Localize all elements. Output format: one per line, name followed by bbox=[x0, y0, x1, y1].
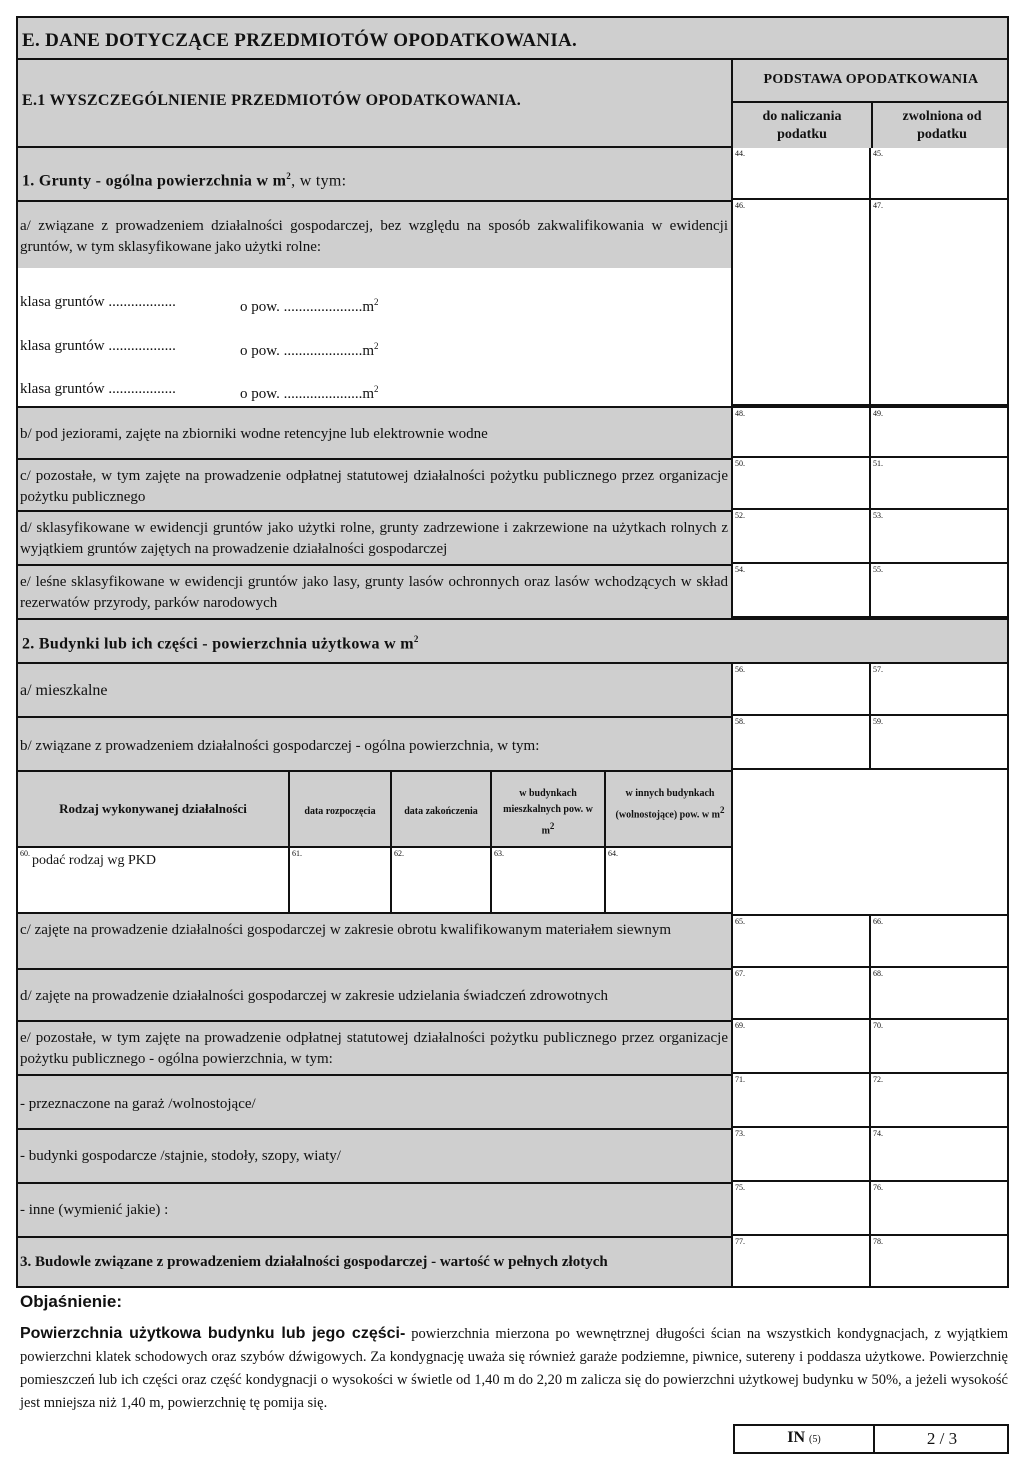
field-59[interactable]: 59. bbox=[869, 716, 1007, 770]
form-code: IN (5) bbox=[787, 1429, 821, 1446]
e1-title: E.1 WYSZCZEGÓLNIENIE PRZEDMIOTÓW OPODATKOWANIA. bbox=[22, 92, 522, 109]
grunty-e-text: e/ leśne sklasyfikowane w ewidencji gruntów jako lasy, grunty lasów ochronnych oraz lasów wchodzących w skład rezerwatów przyrody, parków narodowych bbox=[20, 574, 728, 611]
field-61[interactable]: 61. bbox=[288, 848, 390, 912]
explanation-title: Objaśnienie: bbox=[20, 1292, 123, 1311]
field-68[interactable]: 68. bbox=[869, 968, 1007, 1020]
field-71[interactable]: 71. bbox=[731, 1074, 871, 1128]
grunty-d-row bbox=[18, 510, 732, 564]
activity-table-header bbox=[18, 770, 732, 848]
basis-header bbox=[731, 60, 1007, 148]
budynki-a-text: a/ mieszkalne bbox=[20, 682, 108, 699]
field-49[interactable]: 49. bbox=[869, 406, 1007, 458]
field-75[interactable]: 75. bbox=[731, 1182, 871, 1236]
field-52[interactable]: 52. bbox=[731, 510, 871, 564]
gospodarcze-text: - budynki gospodarcze /stajnie, stodoły, szopy, wiaty/ bbox=[20, 1148, 341, 1164]
field-56[interactable]: 56. bbox=[731, 664, 871, 716]
klasa-row-2: klasa gruntów .................. bbox=[20, 338, 176, 354]
budynki-title: 2. Budynki lub ich części - powierzchnia użytkowa w $m^2$ bbox=[22, 634, 419, 653]
inne-row bbox=[18, 1182, 732, 1236]
pow-row-2: o pow. $.....................m^2$ bbox=[240, 341, 379, 359]
activity-table-row bbox=[18, 848, 732, 914]
grunty-c-row bbox=[18, 458, 732, 510]
field-72[interactable]: 72. bbox=[869, 1074, 1007, 1128]
field-76[interactable]: 76. bbox=[869, 1182, 1007, 1236]
th-activity: Rodzaj wykonywanej działalności bbox=[59, 801, 247, 816]
grunty-title: 1. Grunty - ogólna powierzchnia w $m^2$, w tym: bbox=[22, 171, 347, 190]
klasa-block bbox=[18, 268, 732, 406]
explanation-text: Powierzchnia użytkowa budynku lub jego części- powierzchnia mierzona po wewnętrznej długości ścian na wszystkich kondygnacjach, z wyjątkiem powierzchni klatek schodowych oraz szybów dźwigowych. Za kondygnację uważa się również garaże podziemne, piwnice, sutereny i poddasza użytkowe. Powierzchnię pomieszczeń lub ich części oraz część kondygnacji o wysokości w świetle od 1,40 m do 2,20 m zalicza się do powierzchni użytkowej budynku w 50%, a jeżeli wysokość jest mniejsza niż 1,40 m, powierzchnię tę pomija się. bbox=[20, 1325, 1008, 1411]
th-other-buildings: w innych budynkach (wolnostojące) pow. w $m^2$ bbox=[615, 788, 725, 821]
field-78[interactable]: 78. bbox=[869, 1236, 1007, 1286]
klasa-row-3: klasa gruntów .................. bbox=[20, 381, 176, 397]
field-60[interactable]: 60. podać rodzaj wg PKD bbox=[18, 848, 288, 912]
field-53[interactable]: 53. bbox=[869, 510, 1007, 564]
budynki-e-row bbox=[18, 1020, 732, 1074]
field-69[interactable]: 69. bbox=[731, 1020, 871, 1074]
budynki-c-text: c/ zajęte na prowadzenie działalności gospodarczej w zakresie obrotu kwalifikowanym materiałem siewnym bbox=[20, 922, 671, 938]
col-exempt: zwolniona od podatku bbox=[902, 109, 982, 142]
e1-header bbox=[18, 60, 732, 148]
th-residential: w budynkach mieszkalnych pow. w $m^2$ bbox=[503, 788, 593, 837]
basis-title: PODSTAWA OPODATKOWANIA bbox=[763, 72, 979, 87]
th-end-date: data zakończenia bbox=[404, 806, 478, 817]
garaz-text: - przeznaczone na garaż /wolnostojące/ bbox=[20, 1096, 256, 1112]
grunty-b-text: b/ pod jeziorami, zajęte na zbiorniki wodne retencyjne lub elektrownie wodne bbox=[20, 426, 488, 442]
field-46[interactable]: 46. bbox=[731, 200, 871, 406]
budynki-b-text: b/ związane z prowadzeniem działalności gospodarczej - ogólna powierzchnia, w tym: bbox=[20, 738, 540, 754]
field-55[interactable]: 55. bbox=[869, 564, 1007, 618]
budynki-c-row bbox=[18, 914, 732, 968]
field-58[interactable]: 58. bbox=[731, 716, 871, 770]
pkd-hint: podać rodzaj wg PKD bbox=[32, 853, 157, 868]
field-50[interactable]: 50. bbox=[731, 458, 871, 510]
activity-table-right-blank bbox=[731, 770, 1007, 914]
field-54[interactable]: 54. bbox=[731, 564, 871, 618]
pow-row-1: o pow. $.....................m^2$ bbox=[240, 297, 379, 315]
grunty-b-row bbox=[18, 406, 732, 458]
field-45[interactable]: 45. bbox=[869, 148, 1007, 200]
budynki-e-text: e/ pozostałe, w tym zajęte na prowadzenie odpłatnej statutowej działalności pożytku publicznego przez organizacje pożytku publicznego - ogólna powierzchnia, w tym: bbox=[20, 1030, 728, 1067]
field-66[interactable]: 66. bbox=[869, 914, 1007, 968]
budynki-a-row bbox=[18, 664, 732, 716]
grunty-d-text: d/ sklasyfikowane w ewidencji gruntów jako użytki rolne, grunty zadrzewione i zakrzewione na użytkach rolnych z wyjątkiem gruntów zajętych na prowadzenie działalności gospodarczej bbox=[20, 520, 728, 557]
grunty-c-text: c/ pozostałe, w tym zajęte na prowadzenie odpłatnej statutowej działalności pożytku publicznego przez organizacje pożytku publicznego bbox=[20, 468, 728, 505]
grunty-title-row bbox=[18, 148, 732, 200]
garaz-row bbox=[18, 1074, 732, 1128]
field-67[interactable]: 67. bbox=[731, 968, 871, 1020]
field-47[interactable]: 47. bbox=[869, 200, 1007, 406]
inne-text: - inne (wymienić jakie) : bbox=[20, 1202, 169, 1218]
section-e-header bbox=[18, 18, 1007, 60]
field-64[interactable]: 64. bbox=[604, 848, 732, 912]
budynki-title-row bbox=[18, 618, 1007, 664]
page-number: 2 / 3 bbox=[926, 1429, 958, 1448]
th-start-date: data rozpoczęcia bbox=[304, 806, 376, 817]
grunty-a-row bbox=[18, 200, 732, 268]
section-e-title: E. DANE DOTYCZĄCE PRZEDMIOTÓW OPODATKOWANIA. bbox=[22, 30, 578, 51]
budynki-b-row bbox=[18, 716, 732, 770]
gospodarcze-row bbox=[18, 1128, 732, 1182]
field-74[interactable]: 74. bbox=[869, 1128, 1007, 1182]
field-48[interactable]: 48. bbox=[731, 406, 871, 458]
budynki-d-text: d/ zajęte na prowadzenie działalności gospodarczej w zakresie udzielania świadczeń zdrowotnych bbox=[20, 988, 609, 1004]
budowle-text: 3. Budowle związane z prowadzeniem działalności gospodarczej - wartość w pełnych złotych bbox=[20, 1254, 608, 1270]
field-77[interactable]: 77. bbox=[731, 1236, 871, 1286]
field-63[interactable]: 63. bbox=[490, 848, 604, 912]
col-taxable: do naliczania podatku bbox=[762, 109, 842, 142]
klasa-row-1: klasa gruntów .................. bbox=[20, 294, 176, 310]
field-65[interactable]: 65. bbox=[731, 914, 871, 968]
field-57[interactable]: 57. bbox=[869, 664, 1007, 716]
field-51[interactable]: 51. bbox=[869, 458, 1007, 510]
grunty-e-row bbox=[18, 564, 732, 618]
budynki-d-row bbox=[18, 968, 732, 1020]
field-62[interactable]: 62. bbox=[390, 848, 490, 912]
field-73[interactable]: 73. bbox=[731, 1128, 871, 1182]
field-44[interactable]: 44. bbox=[731, 148, 871, 200]
page-footer-box bbox=[733, 1424, 1009, 1454]
pow-row-3: o pow. $.....................m^2$ bbox=[240, 384, 379, 402]
grunty-a-text: a/ związane z prowadzeniem działalności gospodarczej, bez względu na sposób zakwalifikowania w ewidencji gruntów, w tym sklasyfikowane jako użytki rolne: bbox=[20, 218, 728, 255]
field-70[interactable]: 70. bbox=[869, 1020, 1007, 1074]
budowle-row bbox=[18, 1236, 732, 1286]
